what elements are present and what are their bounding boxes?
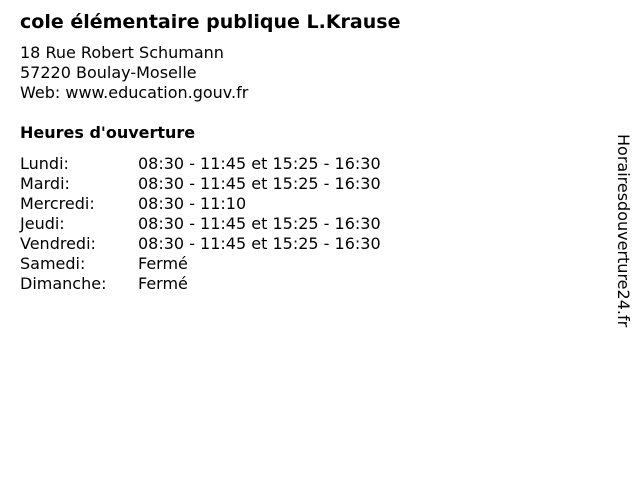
city-postal: 57220 Boulay-Moselle xyxy=(20,63,197,82)
day-label: Vendredi: xyxy=(20,234,96,253)
day-label: Mercredi: xyxy=(20,194,95,213)
hours-row-sunday xyxy=(20,274,381,294)
time-value: 08:30 - 11:45 et 15:25 - 16:30 xyxy=(138,154,381,173)
watermark-text: Horairesdouverture24.fr xyxy=(614,134,633,328)
hours-row-wednesday xyxy=(20,194,381,214)
time-value: 08:30 - 11:45 et 15:25 - 16:30 xyxy=(138,234,381,253)
time-value: Fermé xyxy=(138,274,188,293)
street-address: 18 Rue Robert Schumann xyxy=(20,43,224,62)
hours-row-saturday xyxy=(20,254,381,274)
opening-hours-table xyxy=(20,154,381,294)
time-value: 08:30 - 11:10 xyxy=(138,194,247,213)
hours-heading: Heures d'ouverture xyxy=(20,123,196,142)
day-label: Samedi: xyxy=(20,254,86,273)
hours-row-monday xyxy=(20,154,381,174)
time-value: 08:30 - 11:45 et 15:25 - 16:30 xyxy=(138,174,381,193)
hours-row-thursday xyxy=(20,214,381,234)
day-label: Lundi: xyxy=(20,154,69,173)
website: Web: www.education.gouv.fr xyxy=(20,83,249,102)
address-block xyxy=(20,43,248,103)
day-label: Jeudi: xyxy=(20,214,65,233)
day-label: Mardi: xyxy=(20,174,70,193)
page-title: cole élémentaire publique L.Krause xyxy=(20,11,401,33)
hours-row-friday xyxy=(20,234,381,254)
time-value: 08:30 - 11:45 et 15:25 - 16:30 xyxy=(138,214,381,233)
day-label: Dimanche: xyxy=(20,274,107,293)
time-value: Fermé xyxy=(138,254,188,273)
site-watermark xyxy=(613,134,637,374)
hours-row-tuesday xyxy=(20,174,381,194)
